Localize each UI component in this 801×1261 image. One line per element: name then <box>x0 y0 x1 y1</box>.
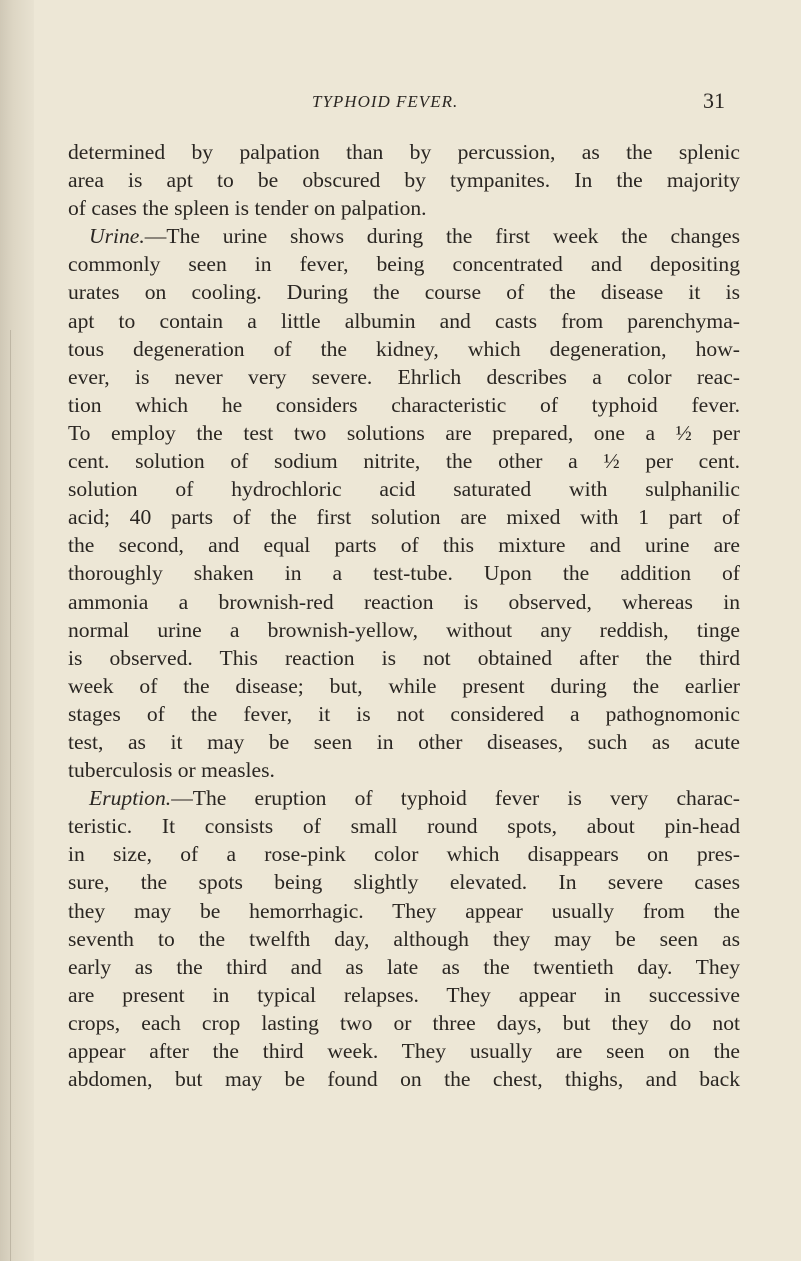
text-line <box>68 672 740 700</box>
line-text: week of the disease; but, while present during the earlier <box>68 673 740 698</box>
text-line <box>68 644 740 672</box>
line-text: area is apt to be obscured by tympanites. In the majority <box>68 168 740 193</box>
line-text: apt to contain a little albumin and casts from parenchyma- <box>68 308 740 333</box>
line-text: is observed. This reaction is not obtained after the third <box>68 645 740 670</box>
line-text: To employ the test two solutions are prepared, one a ½ per <box>68 420 740 445</box>
line-text: cent. solution of sodium nitrite, the other a ½ per cent. <box>68 449 740 474</box>
text-line <box>68 166 740 194</box>
text-line <box>68 925 740 953</box>
text-line <box>68 503 740 531</box>
text-line <box>68 250 740 278</box>
line-text: of cases the spleen is tender on palpation. <box>68 196 427 221</box>
text-line <box>68 897 740 925</box>
text-line <box>68 307 740 335</box>
text-line <box>68 447 740 475</box>
line-text: in size, of a rose-pink color which disappears on pres- <box>68 842 740 867</box>
line-text: solution of hydrochloric acid saturated with sulphanilic <box>68 477 740 502</box>
text-line <box>68 559 740 587</box>
paragraph-start-line <box>68 784 740 812</box>
line-text: urates on cooling. During the course of the disease it is <box>68 280 740 305</box>
line-text: seventh to the twelfth day, although they may be seen as <box>68 926 740 951</box>
line-text: stages of the fever, it is not considered a pathognomonic <box>68 701 740 726</box>
line-text: commonly seen in fever, being concentrated and depositing <box>68 252 740 277</box>
text-line <box>68 953 740 981</box>
text-line <box>68 1009 740 1037</box>
text-line <box>68 475 740 503</box>
section-run-in-heading: Urine. <box>89 224 145 249</box>
running-title: TYPHOID FEVER. <box>312 92 459 111</box>
line-text: are present in typical relapses. They appear in successive <box>68 982 740 1007</box>
text-line <box>68 531 740 559</box>
line-text: acid; 40 parts of the first solution are mixed with 1 part of <box>68 505 740 530</box>
text-line <box>68 588 740 616</box>
line-text: —The urine shows during the first week the changes <box>144 224 740 249</box>
text-line <box>68 1065 740 1093</box>
text-line <box>68 1037 740 1065</box>
line-text: abdomen, but may be found on the chest, thighs, and back <box>68 1067 740 1092</box>
text-line <box>68 868 740 896</box>
line-text: sure, the spots being slightly elevated. In severe cases <box>68 870 740 895</box>
binding-gutter <box>0 0 34 1261</box>
text-line <box>68 363 740 391</box>
text-line <box>68 419 740 447</box>
line-text: appear after the third week. They usually are seen on the <box>68 1039 740 1063</box>
text-line <box>68 278 740 306</box>
line-text: determined by palpation than by percussion, as the splenic <box>68 140 740 164</box>
text-line <box>68 335 740 363</box>
text-line <box>68 728 740 756</box>
line-text: early as the third and as late as the twentieth day. They <box>68 954 740 979</box>
line-text: tion which he considers characteristic of typhoid fever. <box>68 392 740 417</box>
line-text: test, as it may be seen in other diseases, such as acute <box>68 729 740 754</box>
line-text: tuberculosis or measles. <box>68 758 275 783</box>
line-text: the second, and equal parts of this mixture and urine are <box>68 533 740 558</box>
text-line <box>68 616 740 644</box>
binding-shadow-line <box>10 330 11 1261</box>
section-run-in-heading: Eruption. <box>89 786 172 811</box>
line-text: teristic. It consists of small round spots, about pin-head <box>68 814 740 839</box>
text-line <box>68 391 740 419</box>
line-text: they may be hemorrhagic. They appear usually from the <box>68 898 740 923</box>
text-line <box>68 756 740 784</box>
line-text: ammonia a brownish-red reaction is observed, whereas in <box>68 589 740 614</box>
text-line <box>68 981 740 1009</box>
body-text <box>68 138 740 1093</box>
line-text: crops, each crop lasting two or three days, but they do not <box>68 1010 740 1035</box>
running-head <box>0 86 801 116</box>
line-text: —The eruption of typhoid fever is very charac- <box>171 786 740 811</box>
page-number: 31 <box>703 88 725 113</box>
line-text: ever, is never very severe. Ehrlich describes a color reac- <box>68 364 740 389</box>
line-text: normal urine a brownish-yellow, without any reddish, tinge <box>68 617 740 642</box>
line-text: tous degeneration of the kidney, which degeneration, how- <box>68 336 740 361</box>
text-line <box>68 812 740 840</box>
text-line <box>68 138 740 166</box>
line-text: thoroughly shaken in a test-tube. Upon the addition of <box>68 561 740 586</box>
paragraph-start-line <box>68 222 740 250</box>
text-line <box>68 700 740 728</box>
text-line <box>68 194 740 222</box>
text-line <box>68 840 740 868</box>
